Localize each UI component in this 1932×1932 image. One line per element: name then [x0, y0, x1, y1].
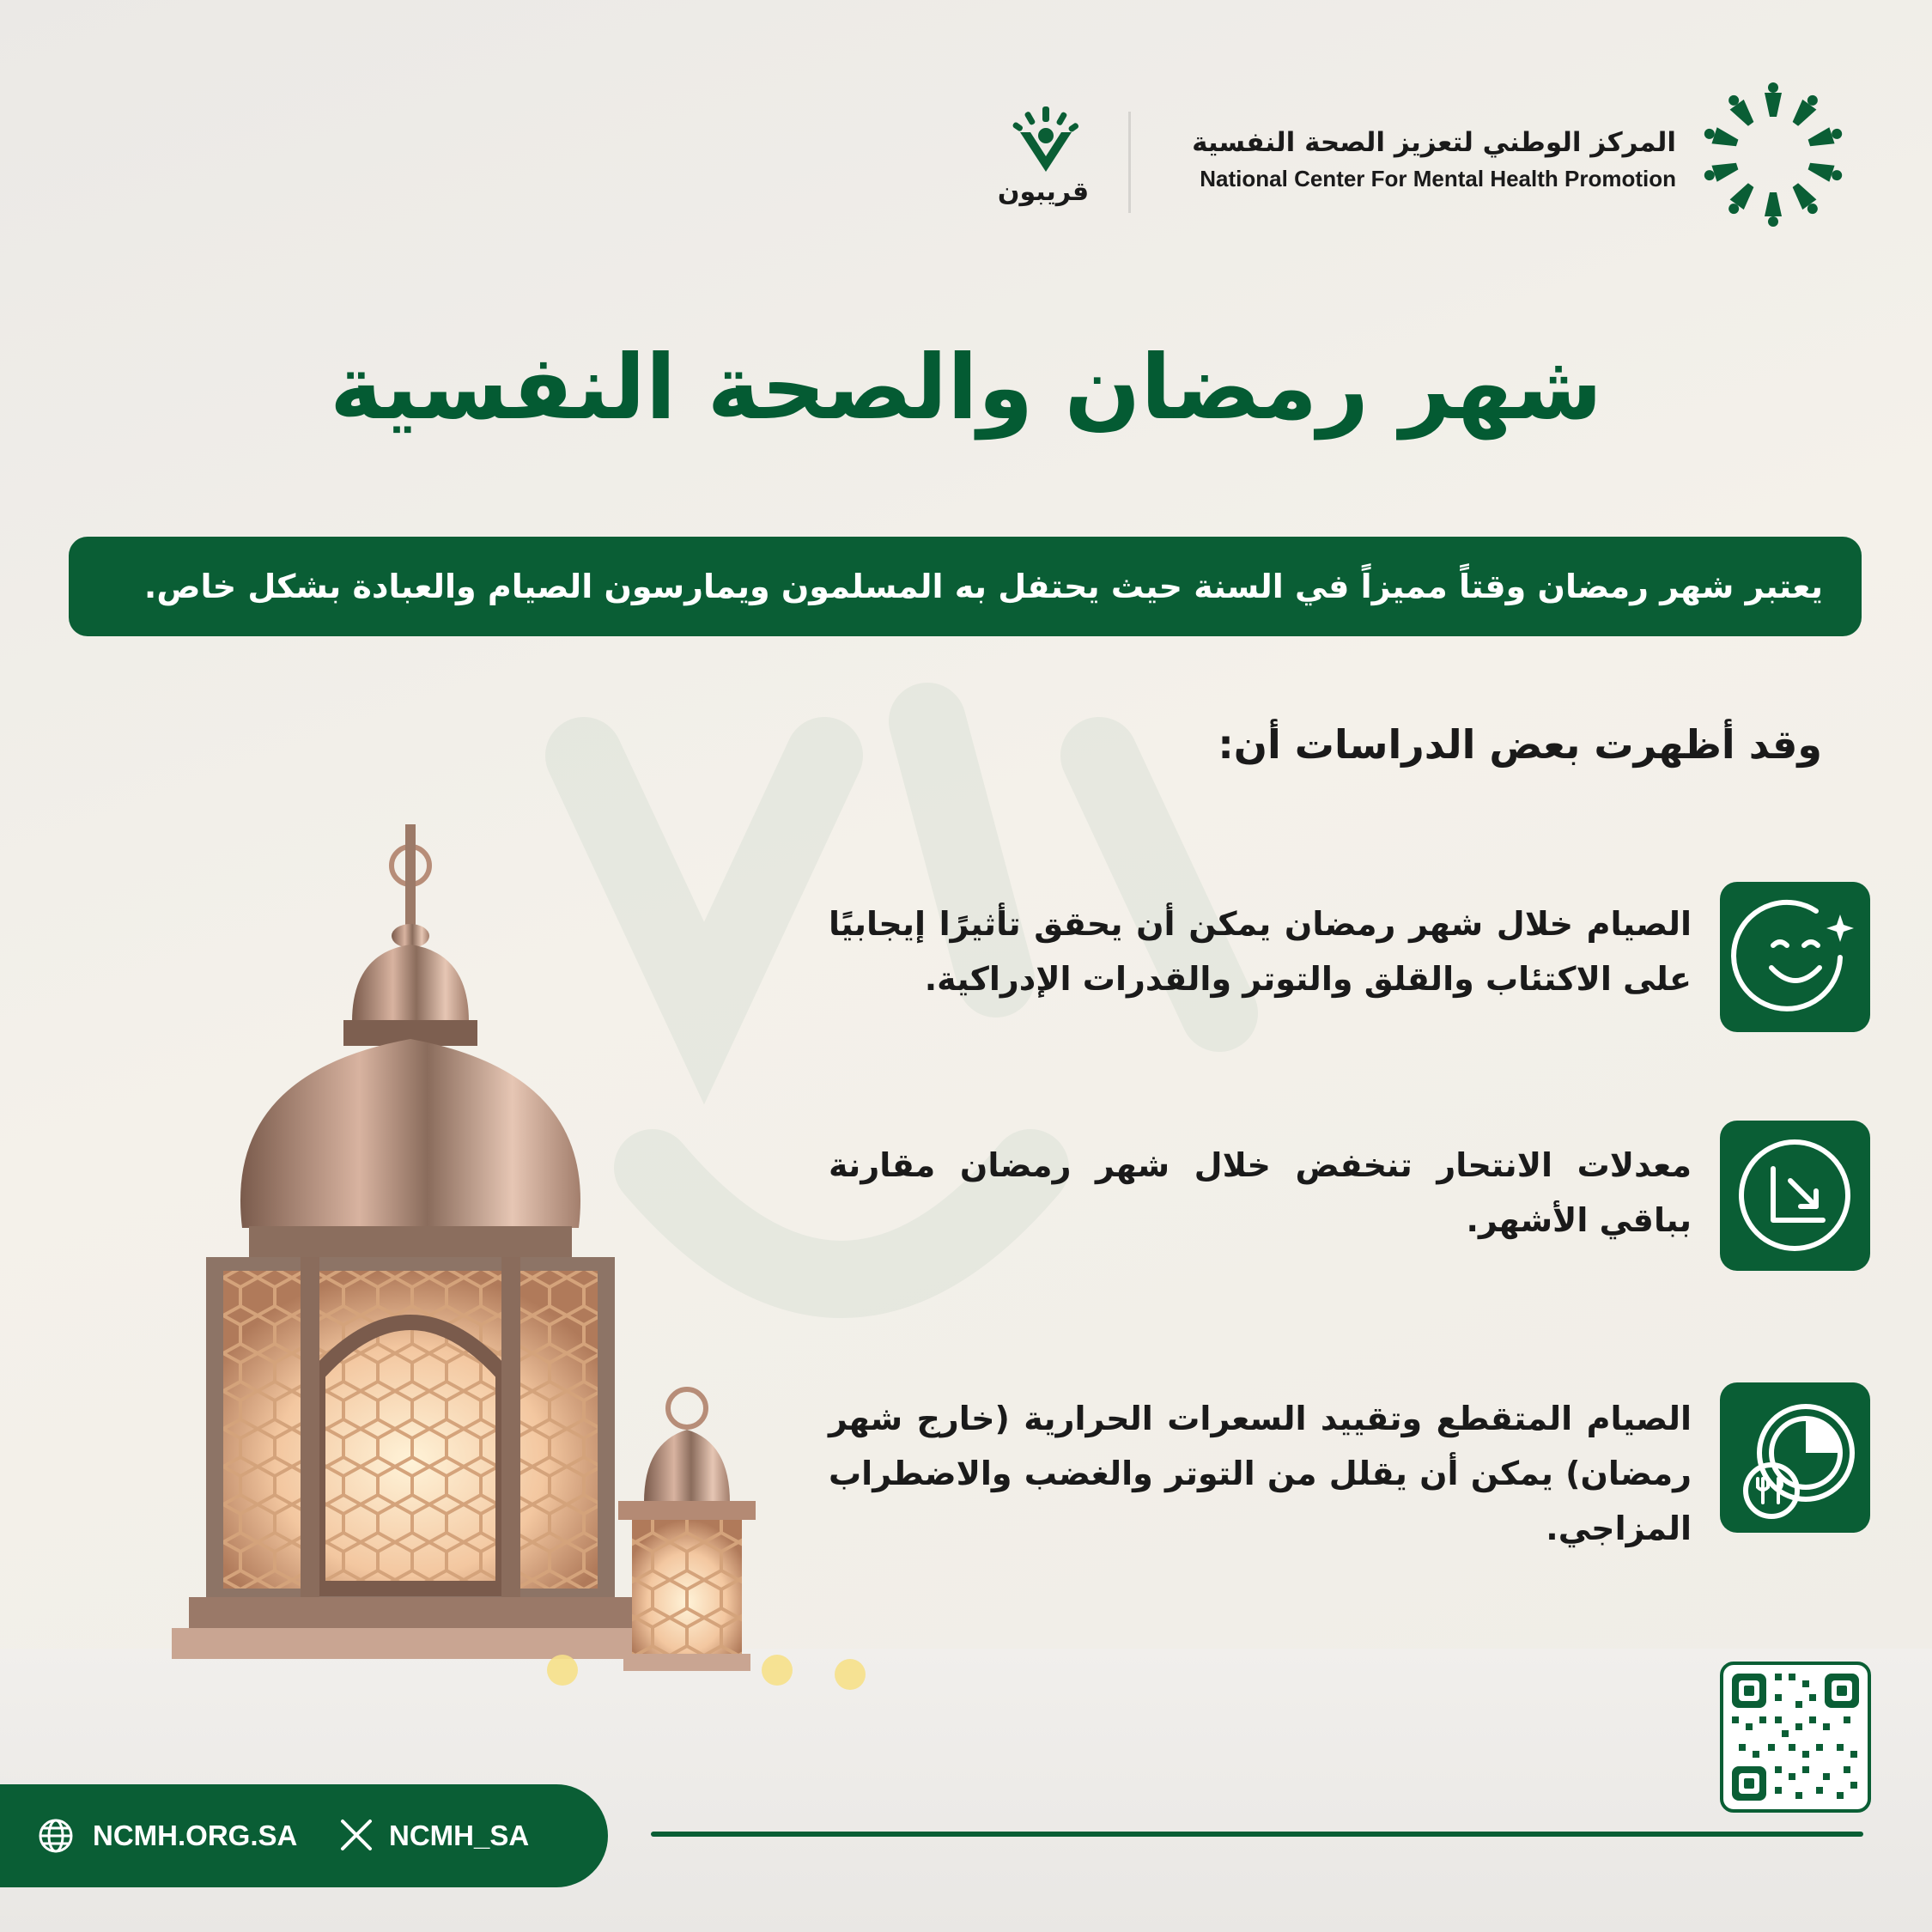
finding-1-icon-box	[1720, 882, 1870, 1032]
org-name-english: National Center For Mental Health Promotion	[1200, 166, 1676, 191]
partner-name: قريبون	[997, 177, 1090, 207]
fasting-clock-icon	[1720, 1382, 1870, 1533]
qr-code[interactable]	[1720, 1662, 1871, 1813]
studies-heading: وقد أظهرت بعض الدراسات أن:	[1218, 721, 1822, 768]
website-link[interactable]	[38, 1784, 313, 1887]
intro-text: يعتبر شهر رمضان وقتاً مميزاً في السنة حيث يحتفل به المسلمون ويمارسون الصيام والعبادة بشكل خاص.	[143, 568, 1823, 605]
x-twitter-icon	[339, 1818, 374, 1852]
header-divider	[1128, 112, 1131, 213]
ncmh-logo-icon	[1700, 82, 1846, 228]
footer-contact-bar	[0, 1784, 608, 1887]
finding-3-icon-box	[1720, 1382, 1870, 1533]
qaribon-logo-icon	[1012, 103, 1080, 180]
finding-2-icon-box	[1720, 1121, 1870, 1271]
decrease-arrow-icon	[1720, 1121, 1870, 1271]
org-name-arabic: المركز الوطني لتعزيز الصحة النفسية	[1192, 127, 1676, 158]
social-link[interactable]	[339, 1784, 562, 1887]
intro-banner	[69, 537, 1862, 636]
smile-face-icon	[1720, 882, 1870, 1032]
social-handle-text: NCMH_SA	[389, 1820, 530, 1851]
finding-1-text: الصيام خلال شهر رمضان يمكن أن يحقق تأثيرًا إيجابيًا على الاكتئاب والقلق والتوتر والقدرات الإدراكية.	[829, 905, 1692, 998]
website-text: NCMH.ORG.SA	[93, 1820, 298, 1851]
page-title: شهر رمضان والصحة النفسية	[330, 335, 1602, 440]
globe-icon	[38, 1818, 74, 1854]
ramadan-lantern-illustration	[172, 824, 910, 1709]
footer-divider-line	[651, 1832, 1863, 1837]
finding-3-text: الصيام المتقطع وتقييد السعرات الحرارية (خارج شهر رمضان) يمكن أن يقلل من التوتر والغضب والاضطراب المزاجي.	[829, 1400, 1692, 1547]
finding-2-text: معدلات الانتحار تنخفض خلال شهر رمضان مقارنة بباقي الأشهر.	[829, 1146, 1692, 1239]
